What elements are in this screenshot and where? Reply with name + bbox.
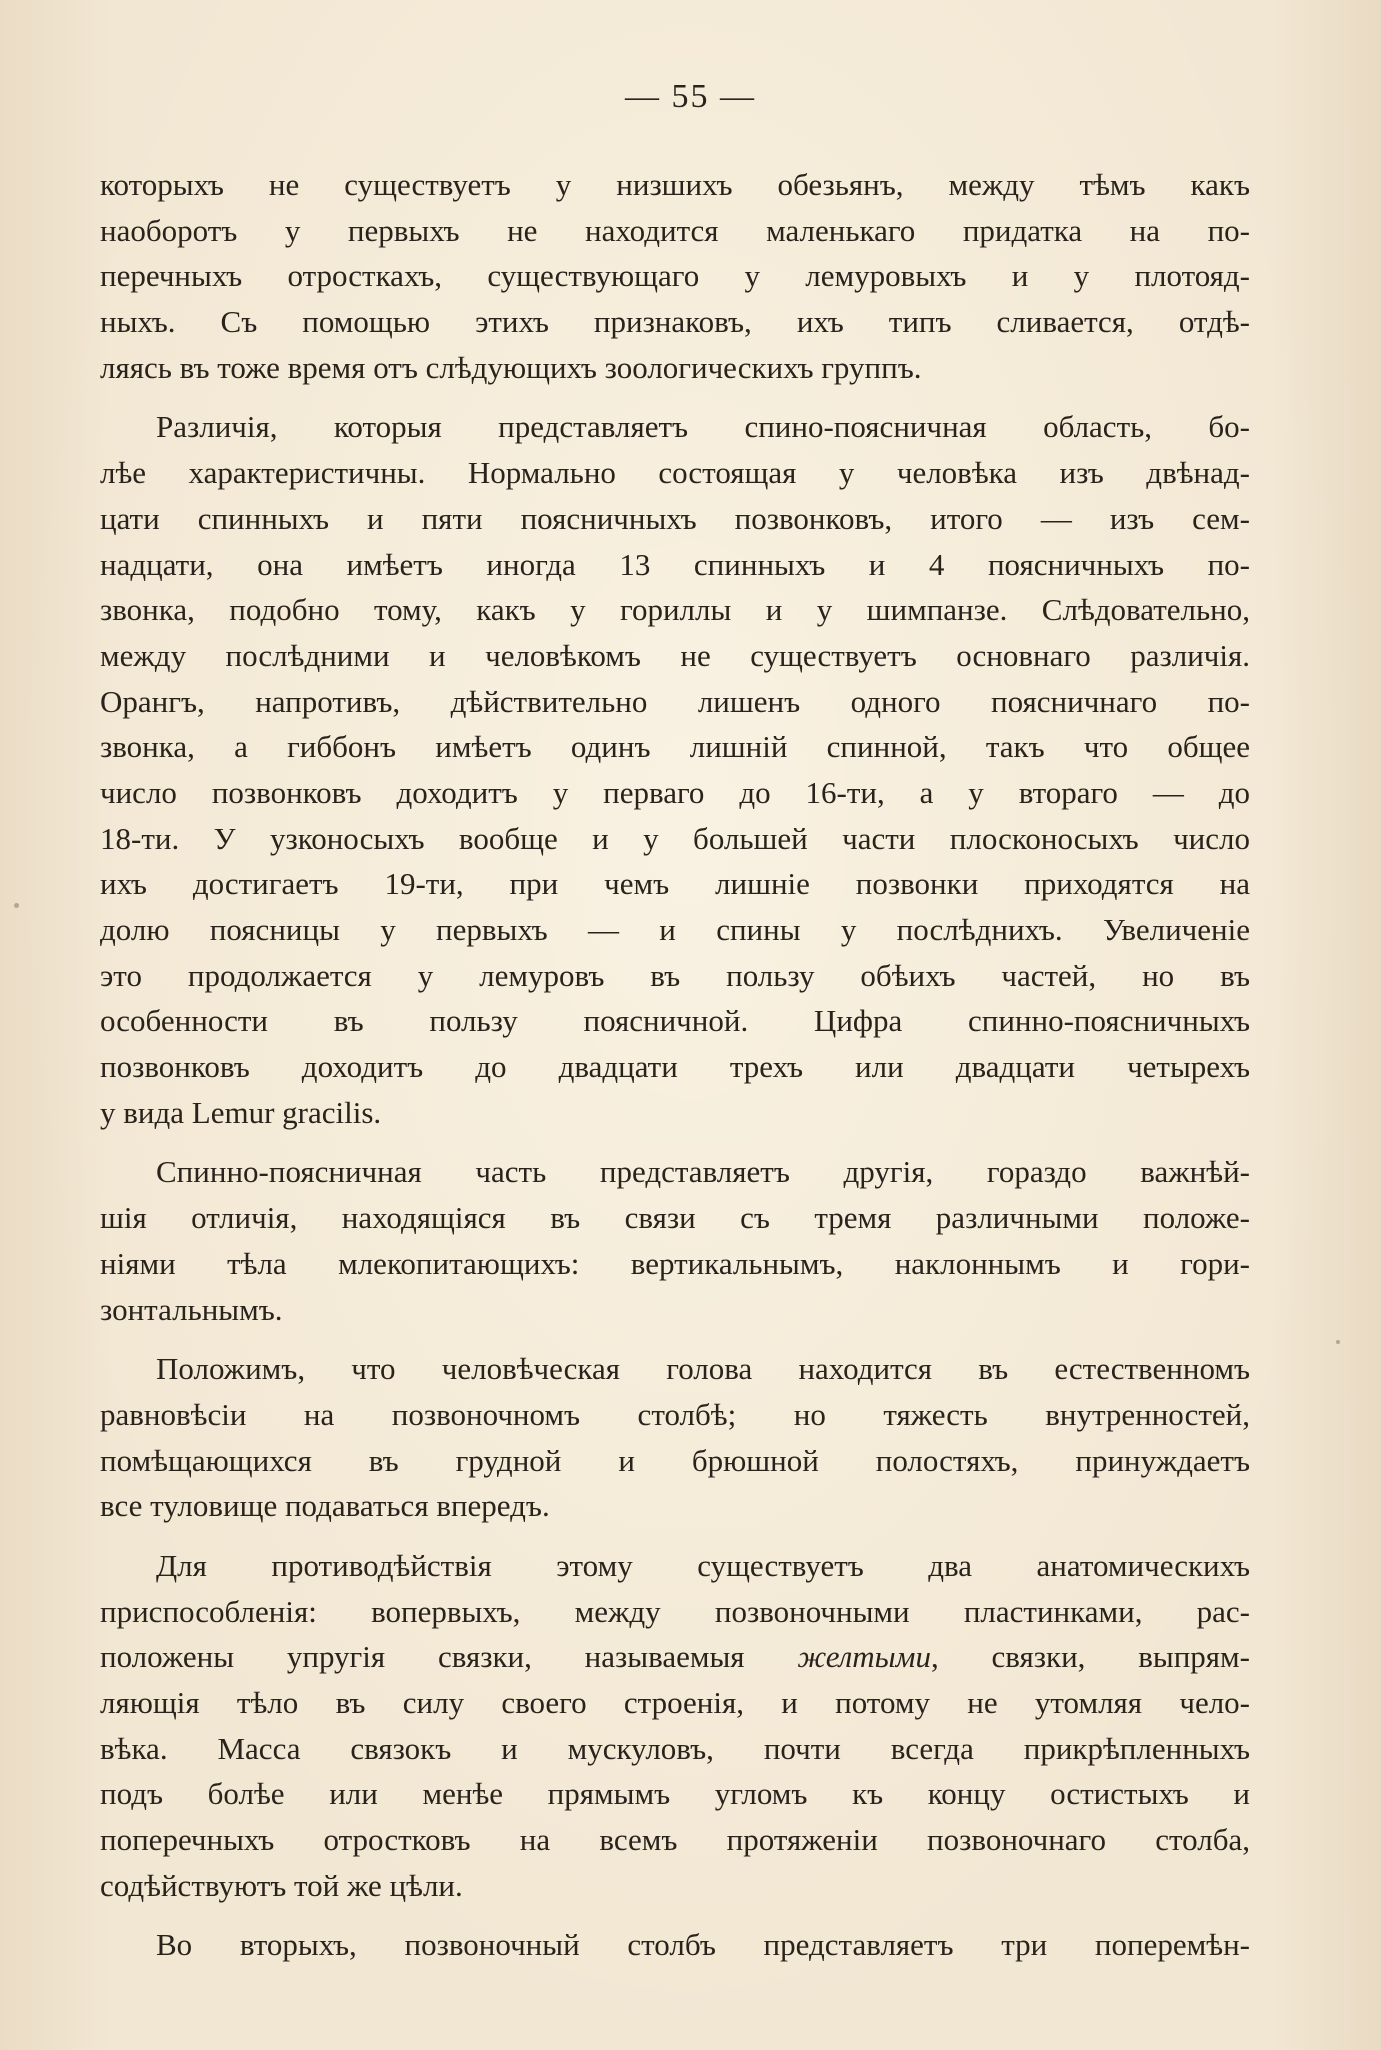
text-line: поперечныхъ отростковъ на всемъ протяженіи позвоночнаго столба, [100, 1822, 1250, 1858]
text-line: содѣйствуютъ той же цѣли. [100, 1867, 463, 1903]
text-line: Во вторыхъ, позвоночный столбъ представляетъ три поперемѣн- [156, 1927, 1250, 1963]
text-line: Положимъ, что человѣческая голова находится въ естественномъ [156, 1351, 1250, 1387]
paragraph [100, 404, 1250, 1135]
text-line: подъ болѣе или менѣе прямымъ угломъ къ концу остистыхъ и [100, 1776, 1250, 1812]
paragraph [100, 1149, 1250, 1332]
page-number: — 55 — [625, 78, 756, 115]
text-line: зонтальнымъ. [100, 1291, 283, 1327]
text-line: все туловище подаваться впередъ. [100, 1488, 550, 1524]
paragraph [100, 162, 1250, 390]
text-line: перечныхъ отросткахъ, существующаго у лемуровыхъ и у плотояд- [100, 258, 1250, 294]
text-line: которыхъ не существуетъ у низшихъ обезьянъ, между тѣмъ какъ [100, 167, 1250, 202]
text-line: ляясь въ тоже время отъ слѣдующихъ зоологическихъ группъ. [100, 349, 922, 385]
paragraph [100, 1346, 1250, 1529]
text-line: приспособленія: вопервыхъ, между позвоночными пластинками, рас- [100, 1593, 1250, 1629]
text-line: между послѣдними и человѣкомъ не существуетъ основнаго различія. [100, 637, 1250, 673]
text-line: Орангъ, напротивъ, дѣйствительно лишенъ одного поясничнаго по- [100, 683, 1250, 719]
text-line: ляющія тѣло въ силу своего строенія, и потому не утомляя чело- [100, 1685, 1250, 1720]
text-line: число позвонковъ доходитъ у перваго до 16-ти, а у втораго — до [100, 774, 1250, 810]
paragraph [100, 1922, 1250, 1968]
text-line: Для противодѣйствія этому существуетъ два анатомическихъ [156, 1547, 1250, 1583]
text-line: звонка, подобно тому, какъ у гориллы и у шимпанзе. Слѣдовательно, [100, 592, 1250, 628]
text-line: ніями тѣла млекопитающихъ: вертикальнымъ, наклоннымъ и гори- [100, 1245, 1250, 1281]
text-line: у вида Lemur gracilis. [100, 1094, 382, 1130]
text-line: ныхъ. Съ помощью этихъ признаковъ, ихъ типъ сливается, отдѣ- [100, 304, 1250, 340]
text-line: Спинно-поясничная часть представляетъ другія, гораздо важнѣй- [156, 1154, 1250, 1190]
text-line: положены упругія связки, называемыя желтыми, связки, выпрям- [100, 1639, 1250, 1675]
text-line: наоборотъ у первыхъ не находится маленькаго придатка на по- [100, 212, 1250, 248]
text-line: шія отличія, находящіяся въ связи съ тремя различными положе- [100, 1200, 1250, 1236]
scan-speck [14, 903, 19, 908]
text-line: равновѣсіи на позвоночномъ столбѣ; но тяжесть внутренностей, [100, 1396, 1250, 1432]
text-line: лѣе характеристичны. Нормально состоящая у человѣка изъ двѣнад- [100, 455, 1250, 491]
text-line: особенности въ пользу поясничной. Цифра спинно-поясничныхъ [100, 1003, 1250, 1039]
text-line: ихъ достигаетъ 19-ти, при чемъ лишніе позвонки приходятся на [100, 866, 1250, 902]
text-line: это продолжается у лемуровъ въ пользу обѣихъ частей, но въ [100, 957, 1250, 993]
text-line: помѣщающихся въ грудной и брюшной полостяхъ, принуждаетъ [100, 1442, 1250, 1478]
paragraph [100, 1543, 1250, 1909]
text-line: звонка, а гиббонъ имѣетъ одинъ лишній спинной, такъ что общее [100, 729, 1250, 765]
scan-speck [1336, 1340, 1340, 1344]
text-line: цати спинныхъ и пяти поясничныхъ позвонковъ, итого — изъ сем- [100, 500, 1250, 536]
body-text [100, 162, 1250, 1968]
text-line: надцати, она имѣетъ иногда 13 спинныхъ и 4 поясничныхъ по- [100, 546, 1250, 582]
text-line: Различія, которыя представляетъ спино-поясничная область, бо- [156, 409, 1250, 445]
text-line: вѣка. Масса связокъ и мускуловъ, почти всегда прикрѣпленныхъ [100, 1730, 1250, 1766]
text-line: долю поясницы у первыхъ — и спины у послѣднихъ. Увеличеніе [100, 912, 1250, 947]
text-line: 18-ти. У узконосыхъ вообще и у большей части плосконосыхъ число [100, 820, 1250, 856]
text-line: позвонковъ доходитъ до двадцати трехъ или двадцати четырехъ [100, 1049, 1250, 1085]
